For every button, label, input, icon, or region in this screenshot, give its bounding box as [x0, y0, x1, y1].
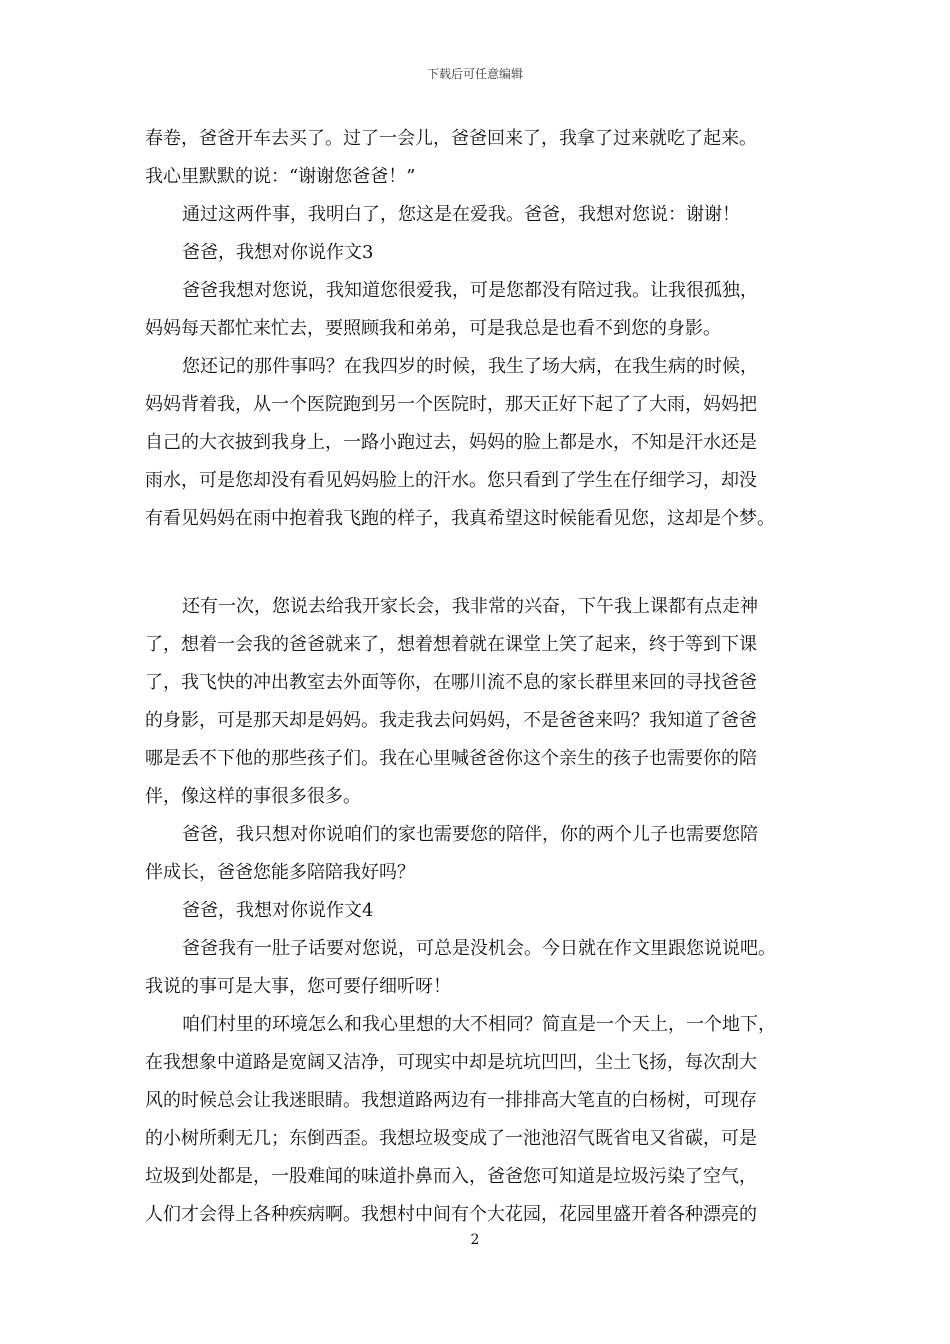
text-line: 在我想象中道路是宽阔又洁净，可现实中却是坑坑凹凹，尘土飞扬，每次刮大 [145, 1052, 757, 1073]
paragraph [145, 892, 805, 930]
text-line: 我心里默默的说：“谢谢您爸爸！” [145, 166, 416, 187]
text-line: 伴成长，爸爸您能多陪陪我好吗？ [145, 862, 415, 883]
text-line: 雨水，可是您却没有看见妈妈脸上的汗水。您只看到了学生在仔细学习，却没 [145, 470, 757, 491]
text-line: 您还记的那件事吗？在我四岁的时候，我生了场大病，在我生病的时候， [182, 356, 758, 377]
text-line: 了，我飞快的冲出教室去外面等你，在哪川流不息的家长群里来回的寻找爸爸 [145, 672, 757, 693]
paragraph [145, 1006, 805, 1234]
text-line: 爸爸我有一肚子话要对您说，可总是没机会。今日就在作文里跟您说说吧。 [182, 938, 776, 959]
text-line: 爸爸我想对您说，我知道您很爱我，可是您都没有陪过我。让我很孤独， [182, 280, 758, 301]
paragraph-gap [145, 538, 805, 588]
text-line: 爸爸，我想对你说作文4 [182, 900, 374, 921]
text-line: 的小树所剩无几；东倒西歪。我想垃圾变成了一池池沼气既省电又省碳，可是 [145, 1128, 757, 1149]
text-line: 的身影，可是那天却是妈妈。我走我去问妈妈，不是爸爸来吗？我知道了爸爸 [145, 710, 757, 731]
text-line: 伴，像这样的事很多很多。 [145, 786, 361, 807]
page-header: 下载后可任意编辑 [426, 67, 523, 81]
text-line: 通过这两件事，我明白了，您这是在爱我。爸爸，我想对您说：谢谢！ [182, 204, 740, 225]
paragraph [145, 120, 805, 196]
text-line: 爸爸，我只想对你说咱们的家也需要您的陪伴，你的两个儿子也需要您陪 [182, 824, 758, 845]
text-line: 春卷，爸爸开车去买了。过了一会儿，爸爸回来了，我拿了过来就吃了起来。 [145, 128, 757, 149]
text-line: 哪是丢不下他的那些孩子们。我在心里喊爸爸你这个亲生的孩子也需要你的陪 [145, 748, 757, 769]
text-line: 爸爸，我想对你说作文3 [182, 242, 374, 263]
text-line: 妈妈每天都忙来忙去，要照顾我和弟弟，可是我总是也看不到您的身影。 [145, 318, 721, 339]
text-line: 人们才会得上各种疾病啊。我想村中间有个大花园，花园里盛开着各种漂亮的 [145, 1204, 757, 1225]
paragraph [145, 588, 805, 816]
text-line: 风的时候总会让我迷眼睛。我想道路两边有一排排高大笔直的白杨树，可现存 [145, 1090, 757, 1111]
paragraph [145, 272, 805, 348]
paragraph [145, 348, 805, 538]
text-line: 妈妈背着我，从一个医院跑到另一个医院时，那天正好下起了了大雨，妈妈把 [145, 394, 757, 415]
page-number: 2 [470, 1232, 480, 1248]
text-line: 了，想着一会我的爸爸就来了，想着想着就在课堂上笑了起来，终于等到下课 [145, 634, 757, 655]
document-body [145, 120, 805, 1234]
text-line: 咱们村里的环境怎么和我心里想的大不相同？简直是一个天上，一个地下， [182, 1014, 776, 1035]
text-line: 有看见妈妈在雨中抱着我飞跑的样子，我真希望这时候能看见您，这却是个梦。 [145, 508, 775, 529]
text-line: 自己的大衣披到我身上，一路小跑过去，妈妈的脸上都是水，不知是汗水还是 [145, 432, 757, 453]
paragraph [145, 196, 805, 234]
text-line: 垃圾到处都是，一股难闻的味道扑鼻而入，爸爸您可知道是垃圾污染了空气， [145, 1166, 757, 1187]
paragraph [145, 816, 805, 892]
text-line: 我说的事可是大事，您可要仔细听呀！ [145, 976, 451, 997]
paragraph [145, 930, 805, 1006]
text-line: 还有一次，您说去给我开家长会，我非常的兴奋，下午我上课都有点走神 [182, 596, 758, 617]
paragraph [145, 234, 805, 272]
